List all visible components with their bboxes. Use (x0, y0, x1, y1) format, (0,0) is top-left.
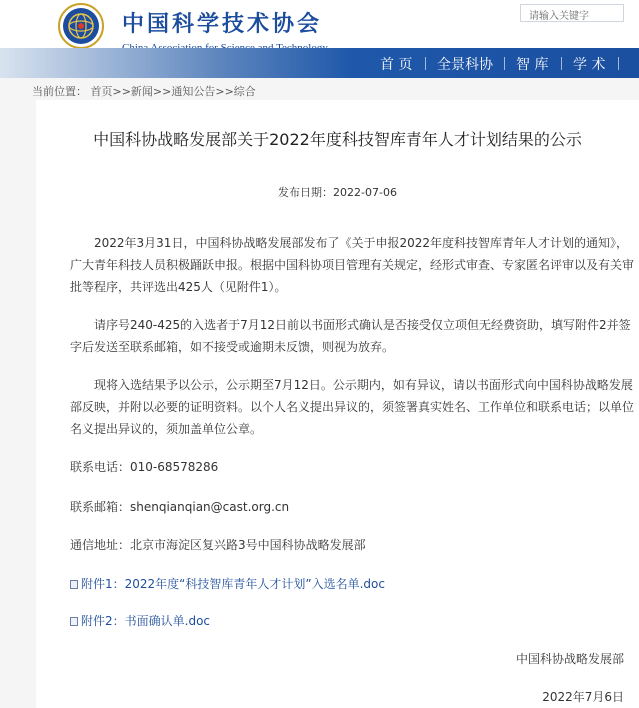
logo-chinese-name[interactable]: 中国科学技术协会 (122, 11, 323, 37)
nav-item-panorama[interactable]: 全景科协 (437, 57, 493, 73)
nav-divider (425, 57, 426, 70)
nav-item-home[interactable]: 首 页 (380, 57, 413, 73)
nav-divider (618, 57, 619, 70)
article-paragraph: 现将入选结果予以公示，公示期至7月12日。公示期内，如有异议，请以书面形式向中国科协战略发展部反映，并附以必要的证明资料。以个人名义提出异议的，须签署真实姓名、工作单位和联系电话；以单位名义提出异议的，须加盖单位公章。 (70, 378, 635, 436)
attachment-link-2[interactable] (70, 612, 210, 629)
breadcrumb[interactable]: 当前位置： 首页>>新闻>>通知公告>>综合 (32, 85, 256, 98)
document-icon (70, 580, 78, 589)
publish-date-value: 2022-07-06 (333, 186, 397, 199)
article-paragraph: 2022年3月31日，中国科协战略发展部发布了《关于申报2022年度科技智库青年人才计划的通知》，广大青年科技人员积极踊跃申报。根据中国科协项目管理有关规定，经形式审查、专家匿名评审以及有关审批等程序，共评选出425人（见附件1）。 (70, 236, 635, 294)
article-panel (36, 100, 639, 708)
publish-date (36, 184, 639, 200)
article-title: 中国科协战略发展部关于2022年度科技智库青年人才计划结果的公示 (93, 130, 582, 149)
mailing-address: 通信地址：北京市海淀区复兴路3号中国科协战略发展部 (70, 538, 366, 552)
search-placeholder: 请输入关键字 (529, 11, 589, 22)
sign-date: 2022年7月6日 (542, 690, 624, 704)
nav-item-think-tank[interactable]: 智 库 (516, 57, 549, 73)
attachment-link-1[interactable] (70, 575, 385, 592)
main-nav (0, 48, 639, 78)
nav-item-academic[interactable]: 学 术 (573, 57, 606, 73)
cast-emblem-icon[interactable] (58, 3, 104, 49)
contact-phone: 联系电话：010-68578286 (70, 460, 219, 474)
document-icon (70, 617, 78, 626)
site-header (0, 0, 639, 48)
attachment-label: 附件1：2022年度“科技智库青年人才计划”入选名单.doc (81, 577, 385, 591)
nav-divider (561, 57, 562, 70)
attachment-label: 附件2：书面确认单.doc (81, 614, 211, 628)
nav-divider (504, 57, 505, 70)
issuer-signature: 中国科协战略发展部 (515, 652, 624, 666)
publish-date-label: 发布日期： (278, 186, 334, 199)
search-input[interactable] (520, 4, 624, 22)
article-paragraph: 请序号240-425的入选者于7月12日前以书面形式确认是否接受仅立项但无经费资助，填写附件2并签字后发送至联系邮箱，如不接受或逾期未反馈，则视为放弃。 (70, 318, 631, 354)
contact-email: 联系邮箱：shenqianqian@cast.org.cn (70, 500, 290, 514)
